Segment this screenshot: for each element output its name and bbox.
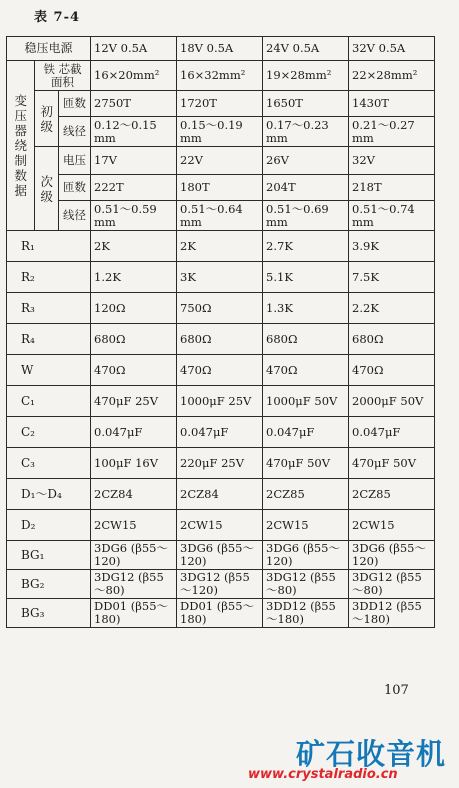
table-cell: 2K (177, 231, 263, 262)
secondary-label: 次级 (35, 147, 59, 231)
table-cell: 22V (177, 147, 263, 175)
spec-table (6, 36, 435, 628)
table-row (7, 599, 435, 628)
row-label: C₂ (7, 417, 91, 448)
header-row (7, 37, 435, 61)
table-cell: 180T (177, 175, 263, 201)
table-cell: 1650T (263, 91, 349, 117)
primary-wire-label: 线径 (59, 117, 91, 147)
primary-label: 初级 (35, 91, 59, 147)
table-row (7, 448, 435, 479)
table-row (7, 293, 435, 324)
table-cell: 7.5K (349, 262, 435, 293)
row-label: BG₂ (7, 570, 91, 599)
page-number: 107 (384, 683, 409, 698)
row-label: W (7, 355, 91, 386)
table-cell: 3DG12 (β55～80) (263, 570, 349, 599)
table-row (7, 479, 435, 510)
table-cell: 220μF 25V (177, 448, 263, 479)
table-cell: 5.1K (263, 262, 349, 293)
table-cell: 0.51～0.59 mm (91, 201, 177, 231)
transformer-group-label: 变压器绕制数据 (7, 61, 35, 231)
table-row (7, 541, 435, 570)
watermark-url: www.crystalradio.cn (248, 767, 398, 782)
table-cell: 2CW15 (177, 510, 263, 541)
table-cell: 2K (91, 231, 177, 262)
row-label: R₁ (7, 231, 91, 262)
table-cell: 3DD12 (β55～180) (263, 599, 349, 628)
table-cell: 2CZ85 (263, 479, 349, 510)
table-cell: 3DD12 (β55～180) (349, 599, 435, 628)
table-cell: 3DG6 (β55～120) (263, 541, 349, 570)
header-col: 24V 0.5A (263, 37, 349, 61)
core-row (7, 61, 435, 91)
table-cell: 470Ω (349, 355, 435, 386)
header-label: 稳压电源 (7, 37, 91, 61)
table-cell: 204T (263, 175, 349, 201)
table-cell: 0.047μF (263, 417, 349, 448)
secondary-voltage-row (7, 147, 435, 175)
table-cell: 0.047μF (349, 417, 435, 448)
table-cell: 2CW15 (349, 510, 435, 541)
primary-turns-row (7, 91, 435, 117)
table-cell: 680Ω (263, 324, 349, 355)
table-cell: 3.9K (349, 231, 435, 262)
row-label: R₄ (7, 324, 91, 355)
table-row (7, 386, 435, 417)
table-cell: 1.3K (263, 293, 349, 324)
table-cell: 0.51～0.64 mm (177, 201, 263, 231)
table-cell: 0.17～0.23 mm (263, 117, 349, 147)
row-label: C₃ (7, 448, 91, 479)
table-cell: 120Ω (91, 293, 177, 324)
table-caption: 表 7-4 (34, 10, 81, 25)
table-cell: 222T (91, 175, 177, 201)
row-label: D₁～D₄ (7, 479, 91, 510)
table-row (7, 417, 435, 448)
table-cell: DD01 (β55～180) (91, 599, 177, 628)
row-label: BG₁ (7, 541, 91, 570)
table-cell: DD01 (β55～180) (177, 599, 263, 628)
header-col: 32V 0.5A (349, 37, 435, 61)
table-cell: 2CZ85 (349, 479, 435, 510)
table-cell: 2.2K (349, 293, 435, 324)
table-cell: 16×32mm² (177, 61, 263, 91)
primary-wire-row (7, 117, 435, 147)
table-cell: 2CZ84 (177, 479, 263, 510)
table-cell: 1000μF 25V (177, 386, 263, 417)
table-row (7, 324, 435, 355)
table-cell: 17V (91, 147, 177, 175)
table-row (7, 262, 435, 293)
table-cell: 1000μF 50V (263, 386, 349, 417)
table-row (7, 355, 435, 386)
secondary-wire-row (7, 201, 435, 231)
secondary-turns-label: 匝数 (59, 175, 91, 201)
table-cell: 1.2K (91, 262, 177, 293)
table-cell: 680Ω (91, 324, 177, 355)
table-cell: 2000μF 50V (349, 386, 435, 417)
table-cell: 3DG6 (β55～120) (349, 541, 435, 570)
table-cell: 3DG12 (β55～120) (177, 570, 263, 599)
table-cell: 26V (263, 147, 349, 175)
table-cell: 0.21～0.27 mm (349, 117, 435, 147)
table-row (7, 510, 435, 541)
table-cell: 2750T (91, 91, 177, 117)
table-cell: 2CZ84 (91, 479, 177, 510)
table-cell: 470Ω (91, 355, 177, 386)
table-row (7, 231, 435, 262)
table-cell: 680Ω (349, 324, 435, 355)
table-row (7, 570, 435, 599)
table-cell: 0.047μF (177, 417, 263, 448)
row-label: R₂ (7, 262, 91, 293)
table-cell: 3DG6 (β55～120) (177, 541, 263, 570)
secondary-turns-row (7, 175, 435, 201)
table-cell: 16×20mm² (91, 61, 177, 91)
row-label: BG₃ (7, 599, 91, 628)
table-cell: 470μF 25V (91, 386, 177, 417)
table-cell: 3DG12 (β55～80) (91, 570, 177, 599)
primary-turns-label: 匝数 (59, 91, 91, 117)
table-cell: 3DG6 (β55～120) (91, 541, 177, 570)
table-cell: 1430T (349, 91, 435, 117)
table-cell: 1720T (177, 91, 263, 117)
header-col: 12V 0.5A (91, 37, 177, 61)
table-cell: 22×28mm² (349, 61, 435, 91)
table-cell: 0.15～0.19 mm (177, 117, 263, 147)
table-cell: 3K (177, 262, 263, 293)
watermark-title: 矿石收音机 (296, 737, 447, 771)
secondary-voltage-label: 电压 (59, 147, 91, 175)
table-cell: 32V (349, 147, 435, 175)
table-cell: 218T (349, 175, 435, 201)
component-rows (7, 231, 435, 628)
table-cell: 2CW15 (91, 510, 177, 541)
table-cell: 470μF 50V (263, 448, 349, 479)
table-cell: 2CW15 (263, 510, 349, 541)
table-cell: 0.51～0.74 mm (349, 201, 435, 231)
secondary-wire-label: 线径 (59, 201, 91, 231)
table-cell: 470μF 50V (349, 448, 435, 479)
table-cell: 2.7K (263, 231, 349, 262)
table-cell: 3DG12 (β55～80) (349, 570, 435, 599)
core-label: 铁 芯截面积 (35, 61, 91, 91)
row-label: C₁ (7, 386, 91, 417)
table-cell: 680Ω (177, 324, 263, 355)
header-col: 18V 0.5A (177, 37, 263, 61)
table-cell: 19×28mm² (263, 61, 349, 91)
table-cell: 0.12～0.15 mm (91, 117, 177, 147)
table-cell: 0.047μF (91, 417, 177, 448)
table-cell: 0.51～0.69 mm (263, 201, 349, 231)
table-cell: 100μF 16V (91, 448, 177, 479)
row-label: R₃ (7, 293, 91, 324)
table-cell: 470Ω (263, 355, 349, 386)
table-cell: 750Ω (177, 293, 263, 324)
table-cell: 470Ω (177, 355, 263, 386)
row-label: D₂ (7, 510, 91, 541)
